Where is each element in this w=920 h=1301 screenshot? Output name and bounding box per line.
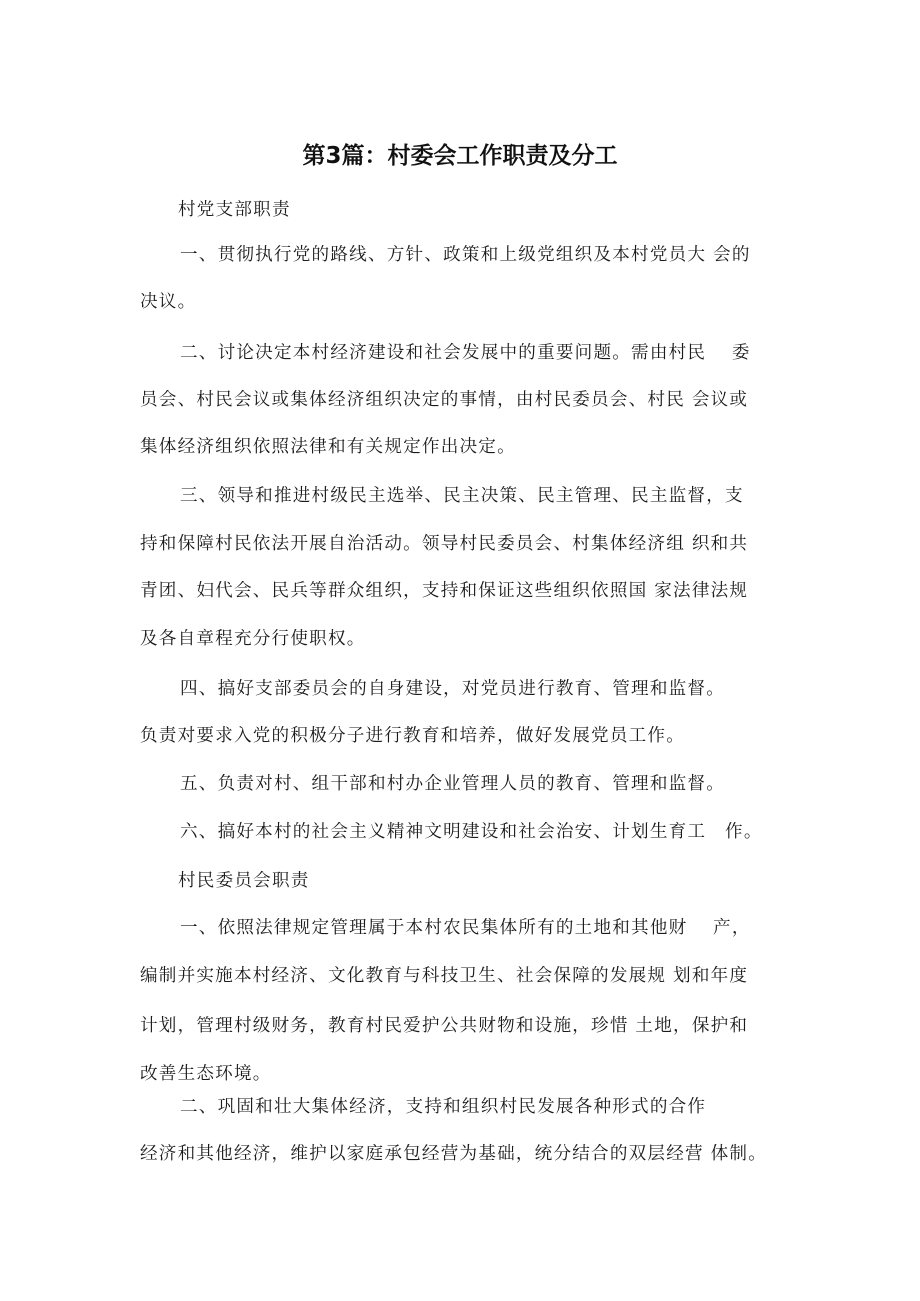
paragraph-line: 决议。: [140, 292, 197, 312]
paragraph-line: 青团、妇代会、民兵等群众组织，支持和保证这些组织依照国 家法律法规: [140, 581, 749, 601]
paragraph-line: 集体经济组织依照法律和有关规定作出决定。: [140, 437, 516, 457]
paragraph-line: 计划，管理村级财务，教育村民爱护公共财物和设施，珍惜 土地，保护和: [140, 1016, 749, 1036]
paragraph-line: 三、领导和推进村级民主选举、民主决策、民主管理、民主监督，支: [180, 486, 744, 506]
paragraph-line: 一、依照法律规定管理属于本村农民集体所有的土地和其他财 产，: [180, 918, 751, 938]
paragraph-line: 五、负责对村、组干部和村办企业管理人员的教育、管理和监督。: [180, 774, 726, 794]
document-title: 第3篇：村委会工作职责及分工: [302, 143, 618, 169]
paragraph-line: 一、贯彻执行党的路线、方针、政策和上级党组织及本村党员大 会的: [180, 245, 751, 265]
paragraph-line: 四、搞好支部委员会的自身建设，对党员进行教育、管理和监督。: [180, 679, 726, 699]
section-heading-villagers-committee: 村民委员会职责: [178, 871, 310, 891]
paragraph-line: 负责对要求入党的积极分子进行教育和培养，做好发展党员工作。: [140, 726, 686, 746]
paragraph-line: 二、巩固和壮大集体经济，支持和组织村民发展各种形式的合作: [180, 1097, 707, 1117]
paragraph-line: 员会、村民会议或集体经济组织决定的事情，由村民委员会、村民 会议或: [140, 390, 749, 410]
paragraph-line: 二、讨论决定本村经济建设和社会发展中的重要问题。需由村民 委: [180, 343, 751, 363]
paragraph-line: 六、搞好本村的社会主义精神文明建设和社会治安、计划生育工 作。: [180, 822, 763, 842]
paragraph-line: 经济和其他经济，维护以家庭承包经营为基础，统分结合的双层经营 体制。: [140, 1144, 767, 1164]
section-heading-party-branch: 村党支部职责: [178, 200, 291, 220]
paragraph-line: 改善生态环境。: [140, 1064, 272, 1084]
paragraph-line: 编制并实施本村经济、文化教育与科技卫生、社会保障的发展规 划和年度: [140, 966, 749, 986]
paragraph-line: 持和保障村民依法开展自治活动。领导村民委员会、村集体经济组 织和共: [140, 534, 749, 554]
paragraph-line: 及各自章程充分行使职权。: [140, 629, 366, 649]
